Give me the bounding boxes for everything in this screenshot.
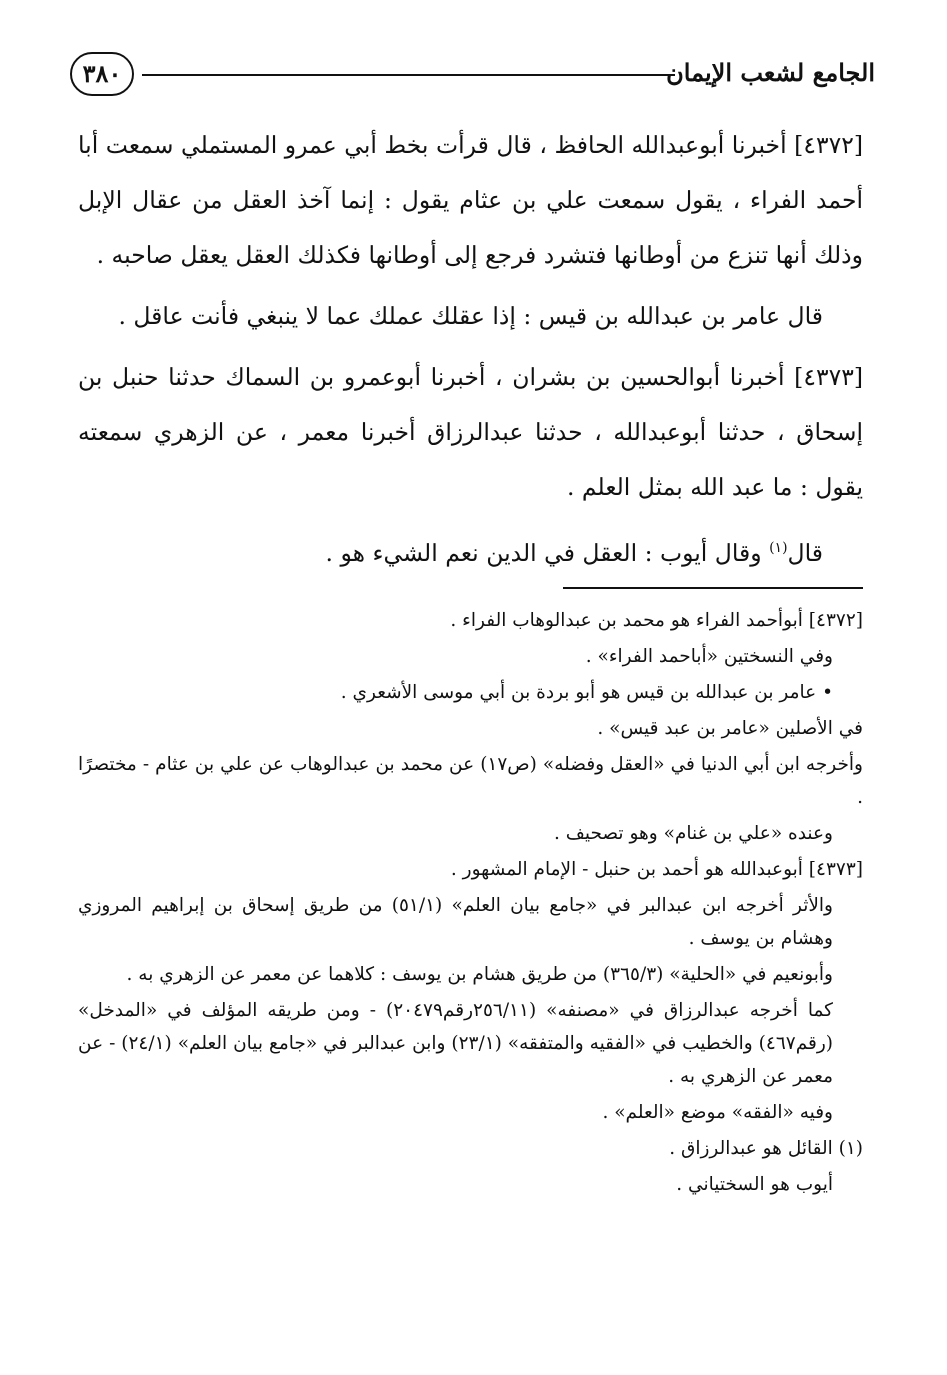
note-line: أيوب هو السختياني . bbox=[676, 1174, 833, 1195]
note-line: وعنده «علي بن غنام» وهو تصحيف . bbox=[553, 823, 833, 844]
note-4372-heading: [٤٣٧٢] أبوأحمد الفراء هو محمد بن عبدالوهاب الفراء . bbox=[450, 610, 863, 631]
paragraph-4373: [٤٣٧٣] أخبرنا أبوالحسين بن بشران ، أخبرنا أبوعمرو بن السماك حدثنا حنبل بن إسحاق ، حدثنا أبوعبدالله ، حدثنا عبدالرزاق أخبرنا معمر ، عن الزهري سمعته يقول : ما عبد الله بمثل العلم . bbox=[78, 363, 863, 501]
footnote-reference: (١) bbox=[769, 540, 788, 556]
paragraph-ayyub-quote bbox=[78, 521, 863, 581]
note-line: وأخرجه ابن أبي الدنيا في «العقل وفضله» (ص١٧) عن محمد بن عبدالوهاب عن علي بن عثام - مختصرًا . bbox=[78, 754, 863, 808]
running-title: الجامع لشعب الإيمان bbox=[666, 58, 875, 87]
footnote-1: (١) القائل هو عبدالرزاق . bbox=[669, 1138, 863, 1159]
note-line: • عامر بن عبدالله بن قيس هو أبو بردة بن أبي موسى الأشعري . bbox=[340, 682, 833, 703]
footnotes bbox=[78, 604, 863, 1204]
footnote-separator bbox=[563, 587, 863, 589]
page-header bbox=[70, 52, 875, 98]
main-text bbox=[78, 118, 863, 587]
page-number: ٣٨٠ bbox=[70, 52, 134, 96]
header-rule bbox=[142, 74, 675, 76]
quote-lead: قال bbox=[787, 538, 823, 567]
quote-text: وقال أيوب : العقل في الدين نعم الشيء هو . bbox=[325, 538, 770, 567]
paragraph-amir-quote: قال عامر بن عبدالله بن قيس : إذا عقلك عملك عما لا ينبغي فأنت عاقل . bbox=[118, 302, 823, 330]
note-4373-heading: [٤٣٧٣] أبوعبدالله هو أحمد بن حنبل - الإمام المشهور . bbox=[450, 859, 863, 880]
note-line: والأثر أخرجه ابن عبدالبر في «جامع بيان العلم» (٥١/١) من طريق إسحاق بن إبراهيم المروزي وهشام بن يوسف . bbox=[78, 895, 833, 949]
note-line: كما أخرجه عبدالرزاق في «مصنفه» (٢٥٦/١١رقم٢٠٤٧٩) - ومن طريقه المؤلف في «المدخل» (رقم٤٦٧) والخطيب في «الفقيه والمتفقه» (٢٣/١) وابن عبدالبر في «جامع بيان العلم» (٢٤/١) - عن معمر عن الزهري به . bbox=[78, 1000, 834, 1087]
note-line: وأبونعيم في «الحلية» (٣٦٥/٣) من طريق هشام بن يوسف : كلاهما عن معمر عن الزهري به . bbox=[126, 964, 833, 985]
note-line: وفي النسختين «أباحمد الفراء» . bbox=[585, 646, 833, 667]
note-line: في الأصلين «عامر بن عبد قيس» . bbox=[597, 718, 863, 739]
paragraph-4372: [٤٣٧٢] أخبرنا أبوعبدالله الحافظ ، قال قرأت بخط أبي عمرو المستملي سمعت أبا أحمد الفراء ، يقول سمعت علي بن عثام يقول : إنما آخذ العقل من عقال الإبل وذلك أنها تنزع من أوطانها فتشرد فرجع إلى أوطانها فكذلك العقل يعقل صاحبه . bbox=[78, 131, 863, 269]
note-line: وفيه «الفقه» موضع «العلم» . bbox=[602, 1102, 833, 1123]
